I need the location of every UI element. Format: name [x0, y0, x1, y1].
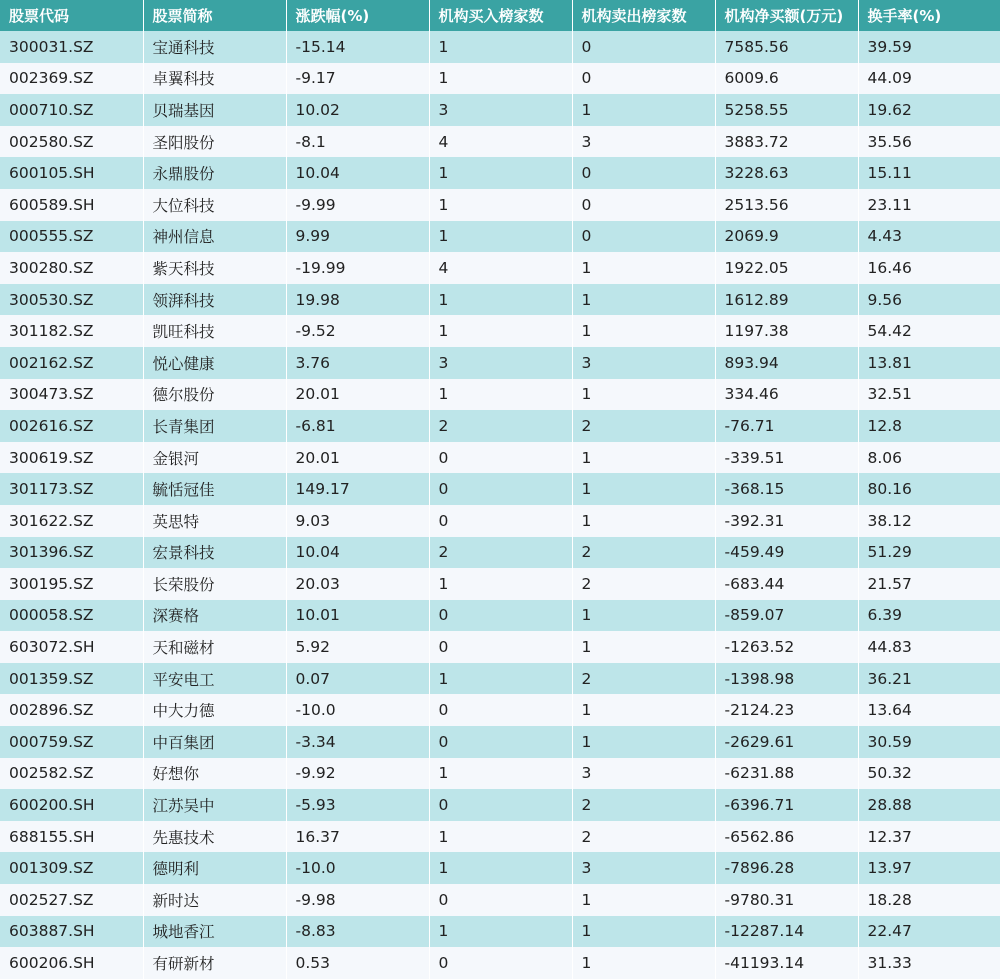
cell-stock-code: 600206.SH	[0, 947, 143, 979]
cell-change-pct: -9.99	[286, 189, 429, 221]
table-row	[0, 410, 1000, 442]
cell-stock-name: 长荣股份	[143, 568, 286, 600]
table-row	[0, 63, 1000, 95]
cell-inst-buy-count: 0	[429, 631, 572, 663]
cell-change-pct: 10.02	[286, 94, 429, 126]
cell-change-pct: 19.98	[286, 284, 429, 316]
cell-change-pct: 149.17	[286, 473, 429, 505]
cell-inst-buy-count: 4	[429, 252, 572, 284]
cell-inst-sell-count: 1	[572, 726, 715, 758]
cell-inst-sell-count: 1	[572, 916, 715, 948]
cell-inst-net-buy: -339.51	[715, 442, 858, 474]
table-row	[0, 694, 1000, 726]
cell-turnover-rate: 8.06	[858, 442, 1000, 474]
cell-stock-code: 002162.SZ	[0, 347, 143, 379]
cell-inst-sell-count: 0	[572, 63, 715, 95]
cell-stock-name: 新时达	[143, 884, 286, 916]
cell-stock-name: 金银河	[143, 442, 286, 474]
cell-turnover-rate: 30.59	[858, 726, 1000, 758]
cell-stock-name: 贝瑞基因	[143, 94, 286, 126]
cell-turnover-rate: 35.56	[858, 126, 1000, 158]
cell-change-pct: -6.81	[286, 410, 429, 442]
cell-stock-name: 领湃科技	[143, 284, 286, 316]
cell-inst-sell-count: 1	[572, 315, 715, 347]
cell-turnover-rate: 44.83	[858, 631, 1000, 663]
cell-inst-sell-count: 1	[572, 505, 715, 537]
cell-inst-net-buy: -9780.31	[715, 884, 858, 916]
cell-inst-sell-count: 2	[572, 789, 715, 821]
cell-turnover-rate: 16.46	[858, 252, 1000, 284]
cell-inst-net-buy: 334.46	[715, 379, 858, 411]
cell-inst-sell-count: 2	[572, 663, 715, 695]
cell-inst-buy-count: 0	[429, 694, 572, 726]
column-header-inst-sell-count: 机构卖出榜家数	[572, 0, 715, 31]
cell-change-pct: 3.76	[286, 347, 429, 379]
cell-stock-code: 300473.SZ	[0, 379, 143, 411]
table-row	[0, 442, 1000, 474]
cell-inst-buy-count: 1	[429, 916, 572, 948]
cell-turnover-rate: 21.57	[858, 568, 1000, 600]
cell-stock-name: 先惠技术	[143, 821, 286, 853]
cell-turnover-rate: 51.29	[858, 537, 1000, 569]
cell-stock-name: 宏景科技	[143, 537, 286, 569]
cell-change-pct: -19.99	[286, 252, 429, 284]
cell-inst-sell-count: 1	[572, 379, 715, 411]
cell-change-pct: -8.83	[286, 916, 429, 948]
cell-stock-code: 600105.SH	[0, 157, 143, 189]
cell-change-pct: -15.14	[286, 31, 429, 63]
table-row	[0, 126, 1000, 158]
cell-change-pct: -9.52	[286, 315, 429, 347]
cell-inst-sell-count: 1	[572, 284, 715, 316]
cell-stock-name: 大位科技	[143, 189, 286, 221]
cell-turnover-rate: 12.37	[858, 821, 1000, 853]
header-row	[0, 0, 1000, 31]
cell-inst-buy-count: 2	[429, 537, 572, 569]
cell-change-pct: 10.01	[286, 600, 429, 632]
cell-change-pct: 10.04	[286, 157, 429, 189]
cell-turnover-rate: 15.11	[858, 157, 1000, 189]
table-row	[0, 31, 1000, 63]
cell-inst-sell-count: 2	[572, 821, 715, 853]
cell-inst-sell-count: 2	[572, 410, 715, 442]
cell-inst-net-buy: 1612.89	[715, 284, 858, 316]
cell-inst-net-buy: -41193.14	[715, 947, 858, 979]
table-header	[0, 0, 1000, 31]
table-row	[0, 884, 1000, 916]
cell-inst-sell-count: 3	[572, 347, 715, 379]
cell-stock-name: 神州信息	[143, 221, 286, 253]
cell-inst-sell-count: 0	[572, 189, 715, 221]
cell-inst-net-buy: -859.07	[715, 600, 858, 632]
table-row	[0, 473, 1000, 505]
cell-stock-name: 平安电工	[143, 663, 286, 695]
cell-stock-name: 德尔股份	[143, 379, 286, 411]
cell-turnover-rate: 12.8	[858, 410, 1000, 442]
cell-stock-code: 300031.SZ	[0, 31, 143, 63]
table-row	[0, 758, 1000, 790]
cell-stock-code: 301396.SZ	[0, 537, 143, 569]
table-row	[0, 379, 1000, 411]
table-row	[0, 94, 1000, 126]
cell-inst-buy-count: 1	[429, 63, 572, 95]
cell-change-pct: -9.17	[286, 63, 429, 95]
cell-stock-code: 002582.SZ	[0, 758, 143, 790]
cell-inst-buy-count: 1	[429, 221, 572, 253]
cell-stock-name: 毓恬冠佳	[143, 473, 286, 505]
cell-stock-code: 603072.SH	[0, 631, 143, 663]
table-row	[0, 916, 1000, 948]
cell-change-pct: 9.03	[286, 505, 429, 537]
cell-stock-name: 中百集团	[143, 726, 286, 758]
cell-stock-code: 600589.SH	[0, 189, 143, 221]
cell-stock-code: 002896.SZ	[0, 694, 143, 726]
cell-inst-buy-count: 0	[429, 726, 572, 758]
cell-change-pct: -8.1	[286, 126, 429, 158]
cell-stock-name: 有研新材	[143, 947, 286, 979]
cell-turnover-rate: 13.97	[858, 852, 1000, 884]
cell-inst-sell-count: 0	[572, 31, 715, 63]
cell-turnover-rate: 32.51	[858, 379, 1000, 411]
cell-inst-sell-count: 1	[572, 94, 715, 126]
table-row	[0, 221, 1000, 253]
cell-turnover-rate: 36.21	[858, 663, 1000, 695]
cell-turnover-rate: 23.11	[858, 189, 1000, 221]
cell-stock-code: 001359.SZ	[0, 663, 143, 695]
cell-stock-code: 002616.SZ	[0, 410, 143, 442]
cell-inst-net-buy: 1197.38	[715, 315, 858, 347]
cell-turnover-rate: 13.64	[858, 694, 1000, 726]
cell-turnover-rate: 44.09	[858, 63, 1000, 95]
cell-stock-code: 603887.SH	[0, 916, 143, 948]
cell-stock-name: 悦心健康	[143, 347, 286, 379]
cell-stock-code: 002527.SZ	[0, 884, 143, 916]
table-row	[0, 663, 1000, 695]
table-row	[0, 600, 1000, 632]
cell-inst-net-buy: 6009.6	[715, 63, 858, 95]
cell-stock-name: 德明利	[143, 852, 286, 884]
cell-stock-code: 002580.SZ	[0, 126, 143, 158]
cell-stock-name: 城地香江	[143, 916, 286, 948]
cell-stock-code: 301622.SZ	[0, 505, 143, 537]
table-row	[0, 347, 1000, 379]
cell-stock-code: 300530.SZ	[0, 284, 143, 316]
cell-inst-sell-count: 0	[572, 157, 715, 189]
cell-inst-net-buy: -459.49	[715, 537, 858, 569]
cell-turnover-rate: 80.16	[858, 473, 1000, 505]
cell-inst-sell-count: 2	[572, 537, 715, 569]
table-row	[0, 252, 1000, 284]
cell-change-pct: 9.99	[286, 221, 429, 253]
cell-inst-net-buy: 2069.9	[715, 221, 858, 253]
cell-inst-net-buy: 1922.05	[715, 252, 858, 284]
table-row	[0, 157, 1000, 189]
cell-inst-buy-count: 0	[429, 947, 572, 979]
cell-change-pct: 20.03	[286, 568, 429, 600]
cell-turnover-rate: 22.47	[858, 916, 1000, 948]
table-row	[0, 284, 1000, 316]
column-header-turnover-rate: 换手率(%)	[858, 0, 1000, 31]
table-row	[0, 631, 1000, 663]
cell-inst-sell-count: 1	[572, 884, 715, 916]
cell-stock-name: 中大力德	[143, 694, 286, 726]
cell-stock-code: 000759.SZ	[0, 726, 143, 758]
cell-inst-buy-count: 2	[429, 410, 572, 442]
column-header-stock-name: 股票简称	[143, 0, 286, 31]
cell-inst-net-buy: 2513.56	[715, 189, 858, 221]
cell-stock-name: 永鼎股份	[143, 157, 286, 189]
cell-stock-code: 300619.SZ	[0, 442, 143, 474]
cell-inst-buy-count: 0	[429, 442, 572, 474]
cell-change-pct: 5.92	[286, 631, 429, 663]
cell-inst-net-buy: -6562.86	[715, 821, 858, 853]
cell-stock-code: 000710.SZ	[0, 94, 143, 126]
cell-turnover-rate: 19.62	[858, 94, 1000, 126]
cell-turnover-rate: 18.28	[858, 884, 1000, 916]
cell-inst-net-buy: -76.71	[715, 410, 858, 442]
cell-change-pct: -10.0	[286, 852, 429, 884]
cell-stock-name: 深赛格	[143, 600, 286, 632]
cell-stock-name: 好想你	[143, 758, 286, 790]
cell-inst-net-buy: -368.15	[715, 473, 858, 505]
cell-inst-net-buy: -6396.71	[715, 789, 858, 821]
cell-stock-code: 301182.SZ	[0, 315, 143, 347]
cell-inst-buy-count: 1	[429, 379, 572, 411]
table-row	[0, 315, 1000, 347]
cell-stock-name: 卓翼科技	[143, 63, 286, 95]
cell-inst-buy-count: 3	[429, 94, 572, 126]
cell-inst-buy-count: 1	[429, 315, 572, 347]
table-row	[0, 505, 1000, 537]
cell-turnover-rate: 4.43	[858, 221, 1000, 253]
table-row	[0, 852, 1000, 884]
table-row	[0, 537, 1000, 569]
cell-change-pct: 16.37	[286, 821, 429, 853]
cell-stock-code: 300280.SZ	[0, 252, 143, 284]
table-row	[0, 568, 1000, 600]
cell-stock-name: 紫天科技	[143, 252, 286, 284]
cell-change-pct: -9.98	[286, 884, 429, 916]
cell-inst-net-buy: -392.31	[715, 505, 858, 537]
cell-inst-buy-count: 1	[429, 821, 572, 853]
cell-inst-net-buy: -6231.88	[715, 758, 858, 790]
cell-inst-net-buy: -683.44	[715, 568, 858, 600]
table-row	[0, 726, 1000, 758]
cell-inst-sell-count: 0	[572, 221, 715, 253]
column-header-inst-buy-count: 机构买入榜家数	[429, 0, 572, 31]
cell-inst-sell-count: 3	[572, 758, 715, 790]
cell-turnover-rate: 13.81	[858, 347, 1000, 379]
cell-stock-code: 001309.SZ	[0, 852, 143, 884]
cell-inst-buy-count: 1	[429, 284, 572, 316]
cell-inst-sell-count: 1	[572, 694, 715, 726]
cell-turnover-rate: 54.42	[858, 315, 1000, 347]
cell-stock-code: 000555.SZ	[0, 221, 143, 253]
cell-stock-name: 圣阳股份	[143, 126, 286, 158]
cell-turnover-rate: 6.39	[858, 600, 1000, 632]
column-header-inst-net-buy: 机构净买额(万元)	[715, 0, 858, 31]
cell-inst-buy-count: 1	[429, 758, 572, 790]
cell-inst-buy-count: 0	[429, 473, 572, 505]
cell-turnover-rate: 50.32	[858, 758, 1000, 790]
cell-inst-sell-count: 1	[572, 473, 715, 505]
cell-turnover-rate: 39.59	[858, 31, 1000, 63]
cell-stock-code: 600200.SH	[0, 789, 143, 821]
cell-inst-net-buy: 893.94	[715, 347, 858, 379]
cell-inst-buy-count: 1	[429, 568, 572, 600]
table-row	[0, 789, 1000, 821]
cell-change-pct: -3.34	[286, 726, 429, 758]
cell-inst-sell-count: 2	[572, 568, 715, 600]
cell-stock-name: 天和磁材	[143, 631, 286, 663]
cell-stock-code: 002369.SZ	[0, 63, 143, 95]
cell-inst-buy-count: 0	[429, 789, 572, 821]
cell-change-pct: -9.92	[286, 758, 429, 790]
table-row	[0, 189, 1000, 221]
cell-stock-code: 688155.SH	[0, 821, 143, 853]
cell-stock-code: 300195.SZ	[0, 568, 143, 600]
cell-inst-buy-count: 0	[429, 600, 572, 632]
table-body	[0, 31, 1000, 979]
cell-stock-name: 英思特	[143, 505, 286, 537]
cell-inst-net-buy: -1398.98	[715, 663, 858, 695]
cell-inst-buy-count: 4	[429, 126, 572, 158]
cell-inst-sell-count: 1	[572, 631, 715, 663]
cell-inst-sell-count: 1	[572, 947, 715, 979]
cell-stock-code: 000058.SZ	[0, 600, 143, 632]
cell-inst-sell-count: 1	[572, 442, 715, 474]
cell-inst-net-buy: 3228.63	[715, 157, 858, 189]
cell-turnover-rate: 31.33	[858, 947, 1000, 979]
cell-inst-buy-count: 1	[429, 189, 572, 221]
cell-inst-sell-count: 1	[572, 600, 715, 632]
cell-inst-net-buy: 5258.55	[715, 94, 858, 126]
cell-stock-name: 凯旺科技	[143, 315, 286, 347]
table-row	[0, 821, 1000, 853]
cell-inst-net-buy: -7896.28	[715, 852, 858, 884]
column-header-stock-code: 股票代码	[0, 0, 143, 31]
cell-stock-name: 长青集团	[143, 410, 286, 442]
cell-turnover-rate: 28.88	[858, 789, 1000, 821]
cell-change-pct: 10.04	[286, 537, 429, 569]
cell-inst-buy-count: 0	[429, 884, 572, 916]
cell-inst-net-buy: 3883.72	[715, 126, 858, 158]
cell-inst-buy-count: 1	[429, 663, 572, 695]
cell-stock-name: 江苏吴中	[143, 789, 286, 821]
cell-inst-buy-count: 3	[429, 347, 572, 379]
cell-inst-net-buy: 7585.56	[715, 31, 858, 63]
cell-change-pct: -5.93	[286, 789, 429, 821]
cell-turnover-rate: 38.12	[858, 505, 1000, 537]
cell-inst-buy-count: 0	[429, 505, 572, 537]
cell-change-pct: 0.53	[286, 947, 429, 979]
cell-inst-sell-count: 3	[572, 852, 715, 884]
cell-inst-sell-count: 3	[572, 126, 715, 158]
cell-inst-net-buy: -2124.23	[715, 694, 858, 726]
cell-inst-net-buy: -1263.52	[715, 631, 858, 663]
cell-change-pct: 20.01	[286, 379, 429, 411]
cell-inst-net-buy: -12287.14	[715, 916, 858, 948]
cell-change-pct: -10.0	[286, 694, 429, 726]
cell-stock-code: 301173.SZ	[0, 473, 143, 505]
cell-inst-buy-count: 1	[429, 852, 572, 884]
column-header-change-pct: 涨跌幅(%)	[286, 0, 429, 31]
table-row	[0, 947, 1000, 979]
cell-inst-buy-count: 1	[429, 31, 572, 63]
cell-stock-name: 宝通科技	[143, 31, 286, 63]
cell-turnover-rate: 9.56	[858, 284, 1000, 316]
cell-change-pct: 0.07	[286, 663, 429, 695]
cell-inst-net-buy: -2629.61	[715, 726, 858, 758]
cell-inst-buy-count: 1	[429, 157, 572, 189]
cell-inst-sell-count: 1	[572, 252, 715, 284]
cell-change-pct: 20.01	[286, 442, 429, 474]
